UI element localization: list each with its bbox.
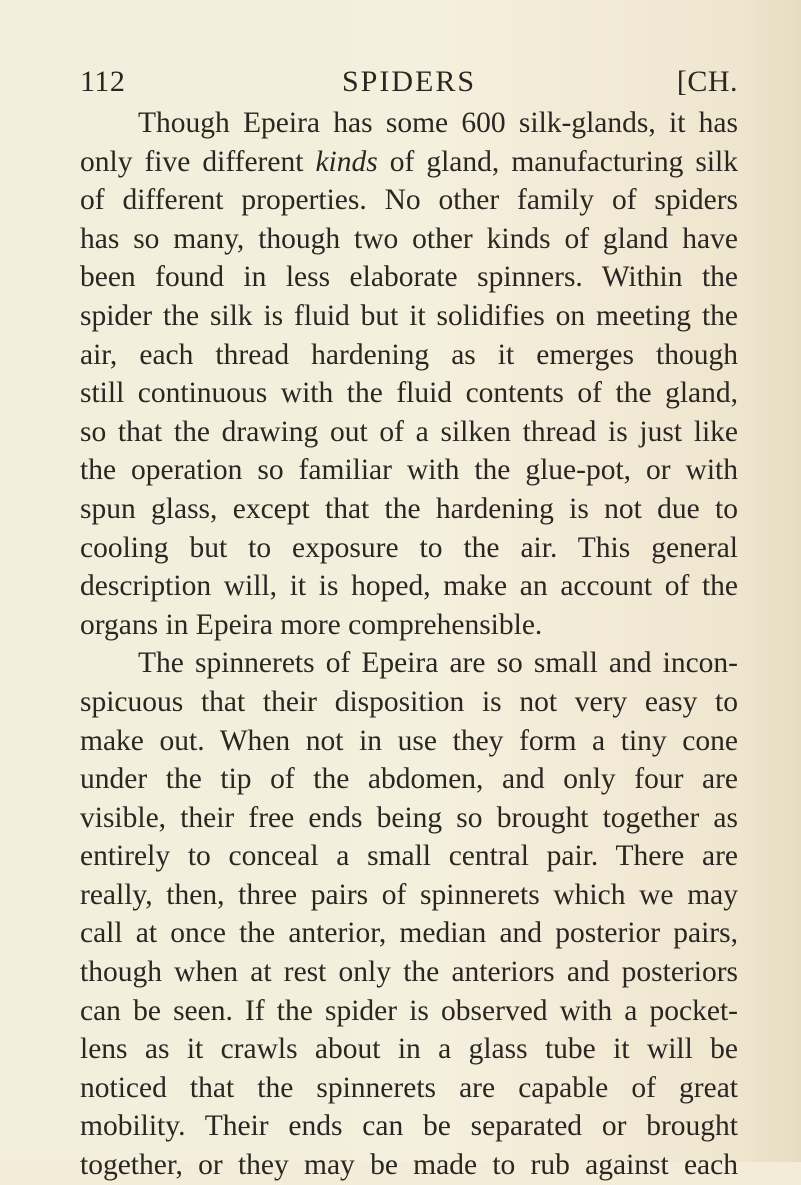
text-line: spicuous that their disposition is not very easy to: [80, 685, 738, 718]
text-line: Though Epeira has some 600 silk-glands, it has: [138, 107, 738, 139]
text-line: been found in less elaborate spinners. Within the: [80, 261, 738, 294]
text-line: The spinnerets of Epeira are so small and incon-: [138, 647, 738, 680]
text-line: description will, it is hoped, make an account of the: [80, 570, 738, 603]
text-line: so that the drawing out of a silken thread is just like: [80, 415, 738, 448]
text-line: noticed that the spinnerets are capable of great: [80, 1071, 738, 1104]
text-line: visible, their free ends being so brought together as: [80, 801, 738, 834]
text-line: the operation so familiar with the glue-pot, or with: [80, 454, 738, 487]
text-line: air, each thread hardening as it emerges though: [80, 338, 738, 371]
running-title: SPIDERS: [341, 65, 477, 98]
text-line: under the tip of the abdomen, and only four are: [80, 763, 738, 796]
text-line: spun glass, except that the hardening is not due to: [80, 492, 738, 525]
body-text: [80, 104, 738, 1185]
text-line: though when at rest only the anteriors and posteriors: [80, 956, 738, 989]
running-head: [80, 60, 738, 104]
text-line: lens as it crawls about in a glass tube it will be: [80, 1033, 738, 1066]
text-line: can be seen. If the spider is observed with a pocket-: [80, 994, 738, 1027]
text-line: call at once the anterior, median and posterior pairs,: [80, 917, 738, 950]
page-number: 112: [80, 65, 126, 98]
text-line: really, then, three pairs of spinnerets which we may: [80, 878, 738, 911]
text-line: together, or they may be made to rub against each: [80, 1149, 738, 1182]
text-line: of different properties. No other family of spiders: [80, 184, 738, 217]
text-line: mobility. Their ends can be separated or brought: [80, 1110, 738, 1143]
text-line: cooling but to exposure to the air. This general: [80, 531, 738, 564]
text-line: still continuous with the fluid contents of the gland,: [80, 377, 738, 410]
text-line: [80, 143, 738, 182]
italic-word: kinds: [315, 145, 378, 178]
text-line: organs in Epeira more comprehensible.: [80, 608, 543, 641]
text-line: entirely to conceal a small central pair. There are: [80, 840, 738, 873]
chapter-mark: [CH.: [676, 65, 738, 98]
text-segment: only five different: [80, 145, 316, 178]
text-line: spider the silk is fluid but it solidifies on meeting the: [80, 299, 738, 332]
text-segment: of gland, manufacturing silk: [377, 145, 738, 178]
text-line: has so many, though two other kinds of gland have: [80, 222, 738, 255]
text-line: make out. When not in use they form a tiny cone: [80, 724, 738, 757]
